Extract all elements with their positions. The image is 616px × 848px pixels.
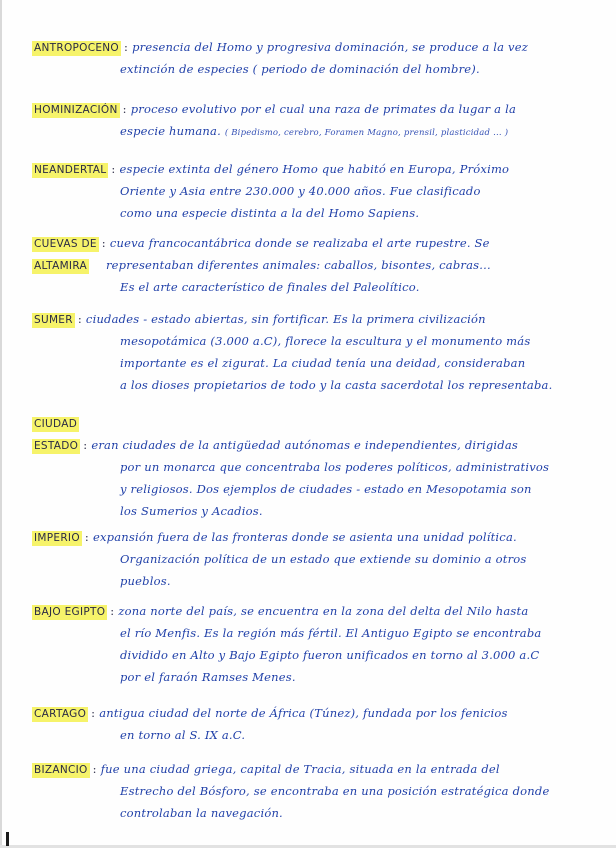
- entry-line: Organización política de un estado que extiende su dominio a otros: [120, 552, 527, 566]
- entry-line: mesopotámica (3.000 a.C), florece la escultura y el monumento más: [120, 334, 531, 348]
- entry-line: [32, 412, 592, 434]
- term-highlight: ALTAMIRA: [34, 260, 87, 272]
- entry-line: por un monarca que concentraba los poderes políticos, administrativos: [120, 460, 550, 474]
- term-highlight: IMPERIO: [34, 532, 80, 544]
- entry-imperio: [32, 526, 592, 592]
- entry-sumer: [32, 308, 592, 396]
- definition-text: antigua ciudad del norte de África (Túnez), fundada por los fenicios: [99, 706, 508, 720]
- definition-text: representaban diferentes animales: caballos, bisontes, cabras...: [105, 258, 491, 272]
- entry-line: HOMINIZACIÓN : proceso evolutivo por el cual una raza de primates da lugar a la: [34, 102, 517, 116]
- term-highlight: ANTROPOCENO: [34, 42, 119, 54]
- term-highlight: BIZANCIO: [34, 764, 88, 776]
- entry-line: IMPERIO : expansión fuera de las fronteras donde se asienta una unidad política.: [34, 530, 517, 544]
- entry-line: Estrecho del Bósforo, se encontraba en una posición estratégica donde: [120, 784, 550, 798]
- entry-line: dividido en Alto y Bajo Egipto fueron unificados en torno al 3.000 a.C: [120, 648, 540, 662]
- definition-text: fue una ciudad griega, capital de Tracia, situada en la entrada del: [100, 762, 500, 776]
- term-highlight: ESTADO: [34, 440, 79, 452]
- entry-cartago: [32, 702, 592, 746]
- entry-line: BIZANCIO : fue una ciudad griega, capital de Tracia, situada en la entrada del: [34, 762, 500, 776]
- definition-text: ciudades - estado abiertas, sin fortificar. Es la primera civilización: [85, 312, 486, 326]
- definition-text: proceso evolutivo por el cual una raza de primates da lugar a la: [130, 102, 517, 116]
- corner-mark: [6, 832, 9, 846]
- entry-bajo-egipto: [32, 600, 592, 688]
- definition-text: especie extinta del género Homo que habitó en Europa, Próximo: [119, 162, 510, 176]
- entry-neandertal: [32, 158, 592, 224]
- term-highlight: NEANDERTAL: [34, 164, 107, 176]
- entry-ciudad-estado: [32, 412, 592, 522]
- entry-line: a los dioses propietarios de todo y la casta sacerdotal los representaba.: [120, 378, 553, 392]
- term-highlight: CARTAGO: [34, 708, 87, 720]
- term-highlight: CUEVAS DE: [34, 238, 97, 250]
- entry-cuevas-de-altamira: [32, 232, 592, 298]
- definition-text: expansión fuera de las fronteras donde se asienta una unidad política.: [92, 530, 517, 544]
- entry-line: CUEVAS DE : cueva francocantábrica donde se realizaba el arte rupestre. Se: [34, 236, 490, 250]
- entry-line: por el faraón Ramses Menes.: [120, 670, 296, 684]
- entry-line: controlaban la navegación.: [120, 806, 283, 820]
- entry-line: en torno al S. IX a.C.: [120, 728, 246, 742]
- term-highlight: SUMER: [34, 314, 73, 326]
- entry-bizancio: [32, 758, 592, 824]
- entry-antropoceno: [32, 36, 592, 80]
- entry-line: importante es el zigurat. La ciudad tenía una deidad, consideraban: [120, 356, 526, 370]
- entry-line: pueblos.: [120, 574, 171, 588]
- term-highlight: HOMINIZACIÓN: [34, 104, 118, 116]
- definition-text: eran ciudades de la antigüedad autónomas e independientes, dirigidas: [91, 438, 518, 452]
- definition-text: presencia del Homo y progresiva dominación, se produce a la vez: [132, 40, 528, 54]
- entry-line: y religiosos. Dos ejemplos de ciudades - estado en Mesopotamia son: [120, 482, 532, 496]
- entry-line: los Sumerios y Acadios.: [120, 504, 263, 518]
- entry-line: ANTROPOCENO : presencia del Homo y progresiva dominación, se produce a la vez: [34, 40, 528, 54]
- term-highlight: BAJO EGIPTO: [34, 606, 106, 618]
- entry-hominizacion: [32, 98, 592, 144]
- entry-line: el río Menfis. Es la región más fértil. El Antiguo Egipto se encontraba: [120, 626, 542, 640]
- entry-line: Oriente y Asia entre 230.000 y 40.000 años. Fue clasificado: [120, 184, 481, 198]
- definition-text: especie humana.: [120, 124, 221, 138]
- aside-note: ( Bipedismo, cerebro, Foramen Magno, prensil, plasticidad ... ): [224, 128, 509, 138]
- entry-line: ESTADO : eran ciudades de la antigüedad autónomas e independientes, dirigidas: [34, 438, 518, 452]
- entry-line: [32, 120, 592, 144]
- definition-text: zona norte del país, se encuentra en la zona del delta del Nilo hasta: [118, 604, 529, 618]
- term-highlight: CIUDAD: [34, 418, 78, 430]
- entry-line: [32, 254, 592, 276]
- entry-line: BAJO EGIPTO : zona norte del país, se encuentra en la zona del delta del Nilo hasta: [34, 604, 529, 618]
- entry-line: NEANDERTAL : especie extinta del género Homo que habitó en Europa, Próximo: [34, 162, 510, 176]
- page-edge-left: [0, 0, 2, 848]
- entry-line: como una especie distinta a la del Homo Sapiens.: [120, 206, 420, 220]
- entry-line: CARTAGO : antigua ciudad del norte de África (Túnez), fundada por los fenicios: [34, 706, 508, 720]
- entry-line: extinción de especies ( periodo de dominación del hombre).: [120, 62, 480, 76]
- entry-line: SUMER : ciudades - estado abiertas, sin fortificar. Es la primera civilización: [34, 312, 486, 326]
- definition-text: cueva francocantábrica donde se realizaba el arte rupestre. Se: [109, 236, 490, 250]
- entry-line: Es el arte característico de finales del Paleolítico.: [120, 280, 420, 294]
